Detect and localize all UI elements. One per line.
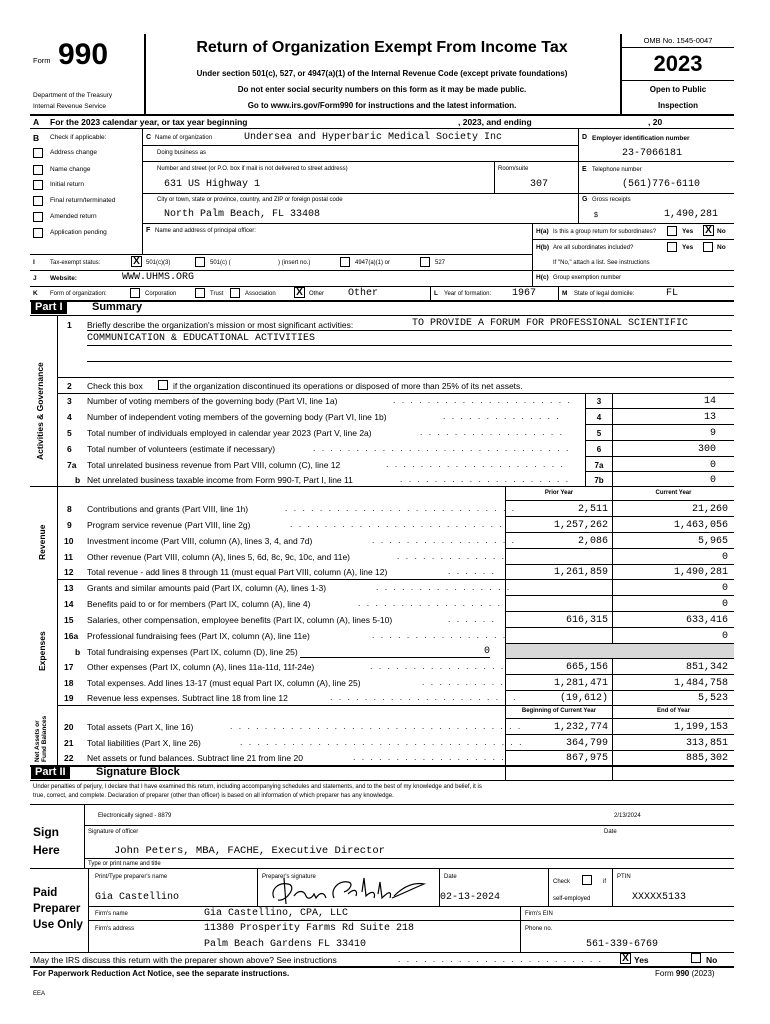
ha-yes-label: Yes [682, 228, 694, 235]
gov-line-text: Net unrelated business taxable income from Form 990-T, Part I, line 11 [87, 475, 353, 485]
preparer-signature-label: Preparer's signature [262, 874, 316, 880]
expense-line-text: Other expenses (Part IX, column (A), lines 11a-11d, 11f-24e) [87, 662, 315, 672]
expense-prior: 665,156 [565, 662, 608, 673]
tax-year: 2023 [653, 51, 703, 76]
net-asset-begin: 364,799 [565, 738, 608, 749]
formation-year: 1967 [512, 288, 537, 299]
gov-line-box: 7a [594, 461, 604, 470]
ha-no-label: No [717, 228, 726, 235]
gov-line-box: 6 [596, 445, 602, 454]
side-label-governance: Activities & Governance [35, 362, 45, 460]
net-asset-line-text: Net assets or fund balances. Subtract line 21 from line 20 [87, 753, 303, 763]
expense-line-text: Salaries, other compensation, employee benefits (Part IX, column (A), lines 5-10) [87, 615, 393, 625]
self-employed-checkbox[interactable] [582, 875, 592, 885]
self-employed-if-label: if [603, 879, 606, 885]
final-return-label: Final return/terminated [50, 197, 116, 204]
hb-yes-checkbox[interactable] [667, 242, 677, 252]
expense-line-num: 15 [64, 615, 74, 625]
irs-discuss-no-checkbox[interactable] [691, 953, 701, 963]
corporation-checkbox[interactable] [130, 288, 140, 298]
section-b-label: B [33, 133, 40, 143]
signature-date-label: Date [604, 829, 617, 835]
line-l-text: Year of formation: [444, 291, 492, 297]
expense-prior: 616,315 [565, 615, 608, 626]
line-m-label: M [562, 290, 568, 297]
gross-receipts-dollar: $ [594, 212, 598, 219]
revenue-line-num: 10 [64, 536, 74, 546]
section-b-title: Check if applicable: [50, 134, 107, 141]
net-asset-begin: 867,975 [565, 753, 608, 764]
revenue-current: 1,463,056 [673, 520, 728, 531]
side-label-net-assets-2: Fund Balances [41, 715, 48, 762]
open-public-1: Open to Public [649, 85, 707, 94]
ein-value: 23-7066181 [622, 148, 683, 159]
address-change-label: Address change [50, 149, 97, 156]
expense-current: 0 [721, 583, 728, 594]
part1-label: Part I [31, 301, 67, 314]
net-asset-begin: 1,232,774 [553, 722, 608, 733]
expense-line-num: 18 [64, 678, 74, 688]
esigned-text: Electronically signed - 8879 [98, 813, 172, 819]
gov-line-text: Total unrelated business revenue from Part VIII, column (C), line 12 [87, 460, 341, 470]
gov-line-box: 4 [596, 413, 602, 422]
501c-label: 501(c) ( [210, 260, 231, 266]
ha-label: H(a) [536, 228, 549, 235]
name-change-label: Name change [50, 166, 91, 173]
side-label-expenses: Expenses [37, 631, 47, 671]
line-m-text: State of legal domicile: [574, 291, 635, 297]
phone-label: Telephone number [592, 167, 642, 173]
expense-current: 633,416 [685, 615, 728, 626]
expense-current: 851,342 [685, 662, 728, 673]
col-current-year: Current Year [655, 490, 692, 496]
firm-address-1: 11380 Prosperity Farms Rd Suite 218 [204, 923, 415, 934]
col-prior-year: Prior Year [544, 490, 574, 496]
street-label: Number and street (or P.O. box if mail is not delivered to street address) [157, 166, 348, 172]
net-asset-end: 313,851 [685, 738, 728, 749]
gross-receipts-label: Gross receipts [592, 197, 631, 203]
org-name: Undersea and Hyperbaric Medical Society Inc [244, 132, 503, 143]
firm-address-label: Firm's address [95, 926, 135, 932]
irs-discuss-no-label: No [706, 955, 718, 965]
net-asset-line-num: 20 [64, 722, 74, 732]
domicile-state: FL [666, 288, 679, 299]
section-d-label: D [582, 134, 588, 141]
revenue-current: 5,965 [697, 536, 728, 547]
form-number: 990 [58, 38, 109, 71]
section-f-label: F [146, 227, 151, 234]
preparer-ptin: XXXXX5133 [632, 892, 687, 903]
net-asset-line-num: 21 [64, 738, 74, 748]
expense-line-num: 14 [64, 599, 74, 609]
line-a-mid: , 2023, and ending [458, 117, 532, 127]
line-i-text: Tax-exempt status: [50, 260, 101, 266]
expense-line-text: Total expenses. Add lines 13-17 (must equal Part IX, column (A), line 25) [87, 678, 361, 688]
line2-text-b: if the organization discontinued its operations or disposed of more than 25% of its net assets. [173, 381, 523, 391]
paid-label-1: Paid [33, 887, 58, 899]
line1-num: 1 [67, 320, 72, 330]
gov-line-value: 9 [709, 428, 716, 439]
website-value: WWW.UHMS.ORG [122, 272, 195, 283]
preparer-name-label: Print/Type preparer's name [95, 874, 168, 880]
line-k-label: K [33, 290, 38, 297]
gov-line-value: 13 [703, 412, 716, 423]
room-suite: 307 [530, 179, 549, 190]
revenue-line-text: Program service revenue (Part VIII, line 2g) [87, 520, 251, 530]
other-label: Other [309, 291, 325, 297]
expense-current: 1,484,758 [673, 678, 728, 689]
preparer-signature-image [264, 868, 434, 908]
ptin-label: PTIN [617, 874, 631, 880]
application-pending-label: Application pending [50, 229, 107, 236]
irs-discuss-text: May the IRS discuss this return with the preparer shown above? See instructions [33, 955, 337, 965]
form-reference-prefix: Form [655, 969, 676, 978]
gov-line-num: 3 [67, 396, 72, 406]
other-checkbox[interactable]: X [294, 287, 305, 298]
self-employed-check-label: Check [553, 879, 571, 885]
gov-line-num: b [75, 475, 81, 485]
revenue-line-num: 8 [67, 504, 72, 514]
expense-line-num: 17 [64, 662, 74, 672]
hb-no-checkbox[interactable] [703, 242, 713, 252]
expense-current: 0 [721, 631, 728, 642]
sign-date-value: 2/13/2024 [614, 813, 641, 819]
4947-checkbox[interactable] [340, 257, 350, 267]
revenue-line-text: Other revenue (Part VIII, column (A), lines 5, 6d, 8c, 9c, 10c, and 11e) [87, 552, 350, 562]
hc-label: H(c) [536, 274, 549, 281]
gross-receipts-value: 1,490,281 [664, 209, 719, 220]
gov-line-text: Total number of volunteers (estimate if necessary) [87, 444, 276, 454]
section-g-label: G [582, 196, 588, 203]
line-a-text: For the 2023 calendar year, or tax year beginning [50, 117, 248, 127]
revenue-line-text: Investment income (Part VIII, column (A), lines 3, 4, and 7d) [87, 536, 313, 546]
revenue-current: 21,260 [691, 504, 728, 515]
527-checkbox[interactable] [420, 257, 430, 267]
irs-discuss-yes-checkbox[interactable]: X [620, 953, 631, 964]
hb-no-label: No [717, 244, 726, 251]
form-subtitle3: Go to www.irs.gov/Form990 for instructions and the latest information. [247, 101, 517, 110]
amended-return-label: Amended return [50, 213, 97, 220]
527-label: 527 [435, 260, 446, 266]
ein-label: Employer identification number [592, 135, 690, 142]
section-e-label: E [582, 166, 587, 173]
line2-text-a: Check this box [87, 381, 143, 391]
form-reference-number: 990 [675, 969, 690, 978]
revenue-current: 1,490,281 [673, 567, 728, 578]
501c3-checkbox[interactable]: X [131, 256, 142, 267]
expense-line-text: Benefits paid to or for members (Part IX, column (A), line 4) [87, 599, 311, 609]
line1-text: Briefly describe the organization's mission or most significant activities: [87, 320, 354, 330]
initial-return-checkbox[interactable] [33, 180, 43, 190]
revenue-line-num: 12 [64, 567, 74, 577]
expense-current: 0 [721, 599, 728, 610]
firm-ein-label: Firm's EIN [525, 911, 553, 917]
paid-label-3: Use Only [33, 919, 83, 931]
section-c-label: C [146, 134, 152, 141]
application-pending-checkbox[interactable] [33, 228, 43, 238]
mission-line-2: COMMUNICATION & EDUCATIONAL ACTIVITIES [87, 333, 316, 344]
col-end-year: End of Year [657, 708, 690, 714]
dept-line1: Department of the Treasury [33, 92, 113, 99]
ha-no-checkbox[interactable]: X [703, 225, 714, 236]
signature-officer-label: Signature of officer [88, 829, 139, 835]
form-reference-year: (2023) [689, 969, 715, 978]
self-employed-label: self-employed [553, 896, 591, 902]
name-change-checkbox[interactable] [33, 165, 43, 175]
line-l-label: L [434, 290, 438, 297]
principal-officer-label: Name and address of principal officer: [155, 228, 256, 234]
expense-line-num: 13 [64, 583, 74, 593]
dba-label: Doing business as [157, 150, 207, 156]
line-k-text: Form of organization: [50, 291, 107, 297]
trust-label: Trust [210, 291, 224, 297]
form-title: Return of Organization Exempt From Income Tax [196, 39, 568, 56]
final-return-checkbox[interactable] [33, 196, 43, 206]
preparer-name: Gia Castellino [95, 892, 180, 903]
gov-line-value: 0 [709, 460, 716, 471]
gov-line-num: 7a [67, 460, 77, 470]
side-label-revenue: Revenue [37, 524, 47, 560]
revenue-line-text: Total revenue - add lines 8 through 11 (must equal Part VIII, column (A), line 12) [87, 567, 388, 577]
dept-line2: Internal Revenue Service [33, 103, 106, 110]
line-i-label: I [33, 259, 35, 266]
corporation-label: Corporation [145, 291, 177, 297]
paid-label-2: Preparer [33, 903, 81, 915]
sign-label-2: Here [33, 843, 60, 857]
line-a-end: , 20 [648, 117, 663, 127]
expense-line-num: 16a [64, 631, 79, 641]
form-subtitle1: Under section 501(c), 527, or 4947(a)(1) of the Internal Revenue Code (except private foundations) [196, 69, 568, 78]
omb-number: OMB No. 1545-0047 [643, 36, 713, 45]
gov-line-value: 300 [697, 444, 716, 455]
preparer-date: 02-13-2024 [440, 892, 501, 903]
firm-name-label: Firm's name [95, 911, 128, 917]
col-begin-year: Beginning of Current Year [521, 708, 597, 714]
501c-checkbox[interactable] [195, 257, 205, 267]
other-value: Other [348, 288, 379, 299]
initial-return-label: Initial return [50, 181, 84, 188]
revenue-line-num: 11 [64, 552, 73, 562]
phone-value: (561)776-6110 [622, 179, 701, 190]
mission-line-1: TO PROVIDE A FORUM FOR PROFESSIONAL SCIENTIFIC [412, 318, 689, 329]
form-label: Form [33, 56, 51, 65]
ha-text: Is this a group return for subordinates? [553, 229, 657, 235]
501c-insert-label: ) (insert no.) [278, 260, 311, 266]
gov-line-num: 5 [67, 428, 72, 438]
perjury-line-1: Under penalties of perjury, I declare that I have examined this return, including accompanying schedules and statements, and to the best of my knowledge and belief, it is [33, 784, 482, 790]
firm-phone-label: Phone no. [525, 926, 553, 932]
net-asset-end: 885,302 [685, 753, 728, 764]
net-asset-line-text: Total assets (Part X, line 16) [87, 722, 194, 732]
part2-label: Part II [31, 766, 70, 779]
gov-line-num: 6 [67, 444, 72, 454]
expense-line-num: 19 [64, 693, 74, 703]
discontinued-checkbox[interactable] [158, 380, 168, 390]
revenue-prior: 2,511 [577, 504, 608, 515]
expense-prior: (19,612) [559, 693, 608, 704]
gov-line-value: 0 [709, 475, 716, 486]
gov-line-text: Total number of individuals employed in calendar year 2023 (Part V, line 2a) [87, 428, 372, 438]
line-j-text: Website: [50, 275, 77, 282]
part1-title: Summary [92, 301, 143, 313]
hb-yes-label: Yes [682, 244, 694, 251]
hc-text: Group exemption number [553, 275, 622, 281]
line16b-text: Total fundraising expenses (Part IX, column (D), line 25) [87, 647, 298, 657]
line-j-label: J [33, 275, 37, 282]
association-label: Association [245, 291, 276, 297]
line-a-label: A [33, 117, 40, 127]
city-label: City or town, state or province, country, and ZIP or foreign postal code [157, 197, 343, 203]
association-checkbox[interactable] [230, 288, 240, 298]
amended-return-checkbox[interactable] [33, 212, 43, 222]
line16b-shaded [506, 644, 734, 658]
gov-line-box: 7b [594, 476, 604, 485]
firm-address-2: Palm Beach Gardens FL 33410 [204, 939, 367, 950]
paperwork-notice: For Paperwork Reduction Act Notice, see the separate instructions. [33, 969, 290, 978]
part2-title: Signature Block [96, 766, 180, 778]
open-public-2: Inspection [657, 101, 698, 110]
expense-line-text: Professional fundraising fees (Part IX, column (A), line 11e) [87, 631, 310, 641]
gov-line-num: 4 [67, 412, 72, 422]
net-asset-line-num: 22 [64, 753, 74, 763]
firm-name: Gia Castellino, CPA, LLC [204, 908, 349, 919]
irs-discuss-yes-label: Yes [634, 955, 649, 965]
form-subtitle2: Do not enter social security numbers on this form as it may be made public. [237, 85, 527, 94]
side-label-net-assets-1: Net Assets or [34, 720, 41, 762]
officer-name-title: John Peters, MBA, FACHE, Executive Director [114, 845, 385, 857]
expense-line-text: Revenue less expenses. Subtract line 18 from line 12 [87, 693, 288, 703]
ha-yes-checkbox[interactable] [667, 226, 677, 236]
gov-line-box: 3 [596, 397, 602, 406]
hb-if-no: If "No," attach a list. See instructions [553, 260, 650, 266]
city-state-zip: North Palm Beach, FL 33408 [164, 209, 321, 220]
revenue-line-text: Contributions and grants (Part VIII, line 1h) [87, 504, 249, 514]
type-name-label: Type or print name and title [88, 861, 161, 867]
revenue-prior: 2,086 [577, 536, 608, 547]
gov-line-text: Number of voting members of the governing body (Part VI, line 1a) [87, 396, 338, 406]
revenue-current: 0 [721, 552, 728, 563]
expense-prior: 1,281,471 [553, 678, 608, 689]
4947-label: 4947(a)(1) or [355, 260, 391, 266]
street-address: 631 US Highway 1 [164, 179, 261, 190]
room-label: Room/suite [498, 166, 529, 172]
revenue-line-num: 9 [67, 520, 72, 530]
revenue-prior: 1,257,262 [553, 520, 608, 531]
net-asset-line-text: Total liabilities (Part X, line 26) [87, 738, 201, 748]
line2-num: 2 [67, 381, 72, 391]
gov-line-box: 5 [596, 429, 602, 438]
net-asset-end: 1,199,153 [673, 722, 728, 733]
gov-line-value: 14 [703, 396, 716, 407]
perjury-line-2: true, correct, and complete. Declaration of preparer (other than officer) is based on all information of which preparer has any knowledge. [33, 793, 394, 799]
line16b-value: 0 [483, 646, 490, 657]
org-name-label: Name of organization [155, 135, 213, 141]
revenue-prior: 1,261,859 [553, 567, 608, 578]
address-change-checkbox[interactable] [33, 148, 43, 158]
eea-label: EEA [33, 991, 46, 997]
expense-current: 5,523 [697, 693, 728, 704]
hb-text: Are all subordinates included? [553, 245, 634, 251]
sign-label-1: Sign [33, 825, 59, 839]
line16b-num: b [75, 647, 81, 657]
hb-label: H(b) [536, 244, 549, 251]
preparer-date-label: Date [444, 874, 457, 880]
expense-line-text: Grants and similar amounts paid (Part IX, column (A), lines 1-3) [87, 583, 327, 593]
trust-checkbox[interactable] [195, 288, 205, 298]
form-reference [655, 969, 715, 978]
gov-line-text: Number of independent voting members of the governing body (Part VI, line 1b) [87, 412, 387, 422]
firm-phone: 561-339-6769 [586, 939, 659, 950]
501c3-label: 501(c)(3) [146, 260, 171, 266]
